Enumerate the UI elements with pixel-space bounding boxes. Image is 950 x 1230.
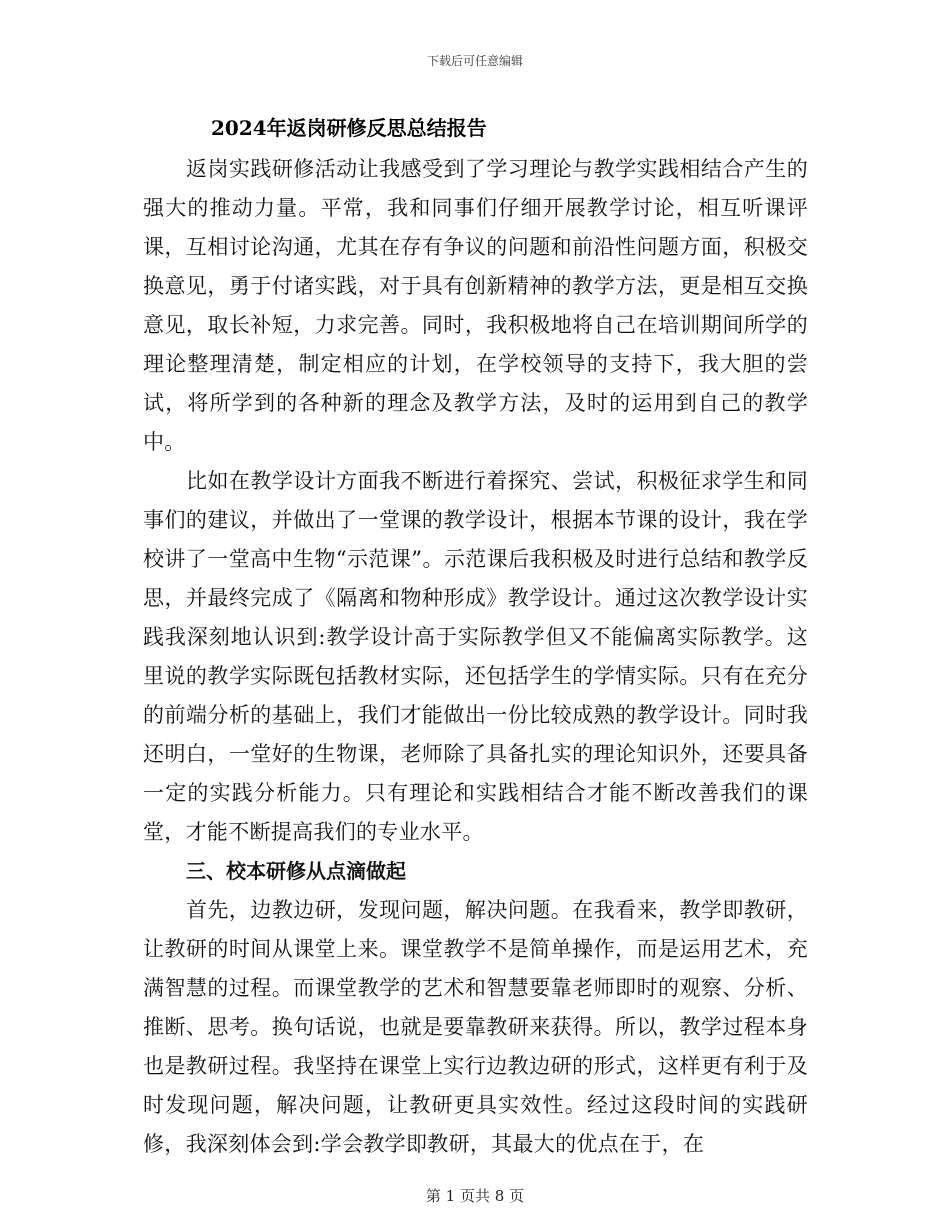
paragraph-3: 首先，边教边研，发现问题，解决问题。在我看来，教学即教研，让教研的时间从课堂上来。课堂教学不是简单操作，而是运用艺术，充满智慧的过程。而课堂教学的艺术和智慧要靠老师即时的观察、分析、推断、思考。换句话说，也就是要靠教研来获得。所以，教学过程本身也是教研过程。我坚持在课堂上实行边教边研的形式，这样更有利于及时发现问题，解决问题，让教研更具实效性。经过这段时间的实践研修，我深刻体会到:学会教学即教研，其最大的优点在于，在 [143,898,808,1156]
document-body [143,108,808,1164]
paragraph-2: 比如在教学设计方面我不断进行着探究、尝试，积极征求学生和同事们的建议，并做出了一堂课的教学设计，根据本节课的设计，我在学校讲了一堂高中生物“示范课”。示范课后我积极及时进行总结和教学反思，并最终完成了《隔离和物种形成》教学设计。通过这次教学设计实践我深刻地认识到:教学设计高于实际教学但又不能偏离实际教学。这里说的教学实际既包括教材实际，还包括学生的学情实际。只有在充分的前端分析的基础上，我们才能做出一份比较成熟的教学设计。同时我还明白，一堂好的生物课，老师除了具备扎实的理论知识外，还要具备一定的实践分析能力。只有理论和实践相结合才能不断改善我们的课堂，才能不断提高我们的专业水平。 [143,469,808,844]
document-title: 2024年返岗研修反思总结报告 [211,116,487,140]
page-footer: 第 1 页共 8 页 [425,1187,525,1205]
paragraph-1: 返岗实践研修活动让我感受到了学习理论与教学实践相结合产生的强大的推动力量。平常，我和同事们仔细开展教学讨论，相互听课评课，互相讨论沟通，尤其在存有争议的问题和前沿性问题方面，积极交换意见，勇于付诸实践，对于具有创新精神的教学方法，更是相互交换意见，取长补短，力求完善。同时，我积极地将自己在培训期间所学的理论整理清楚，制定相应的计划，在学校领导的支持下，我大胆的尝试，将所学到的各种新的理念及教学方法，及时的运用到自己的教学中。 [143,157,808,454]
section-heading: 三、校本研修从点滴做起 [186,859,406,883]
page-header: 下载后可任意编辑 [426,54,523,68]
